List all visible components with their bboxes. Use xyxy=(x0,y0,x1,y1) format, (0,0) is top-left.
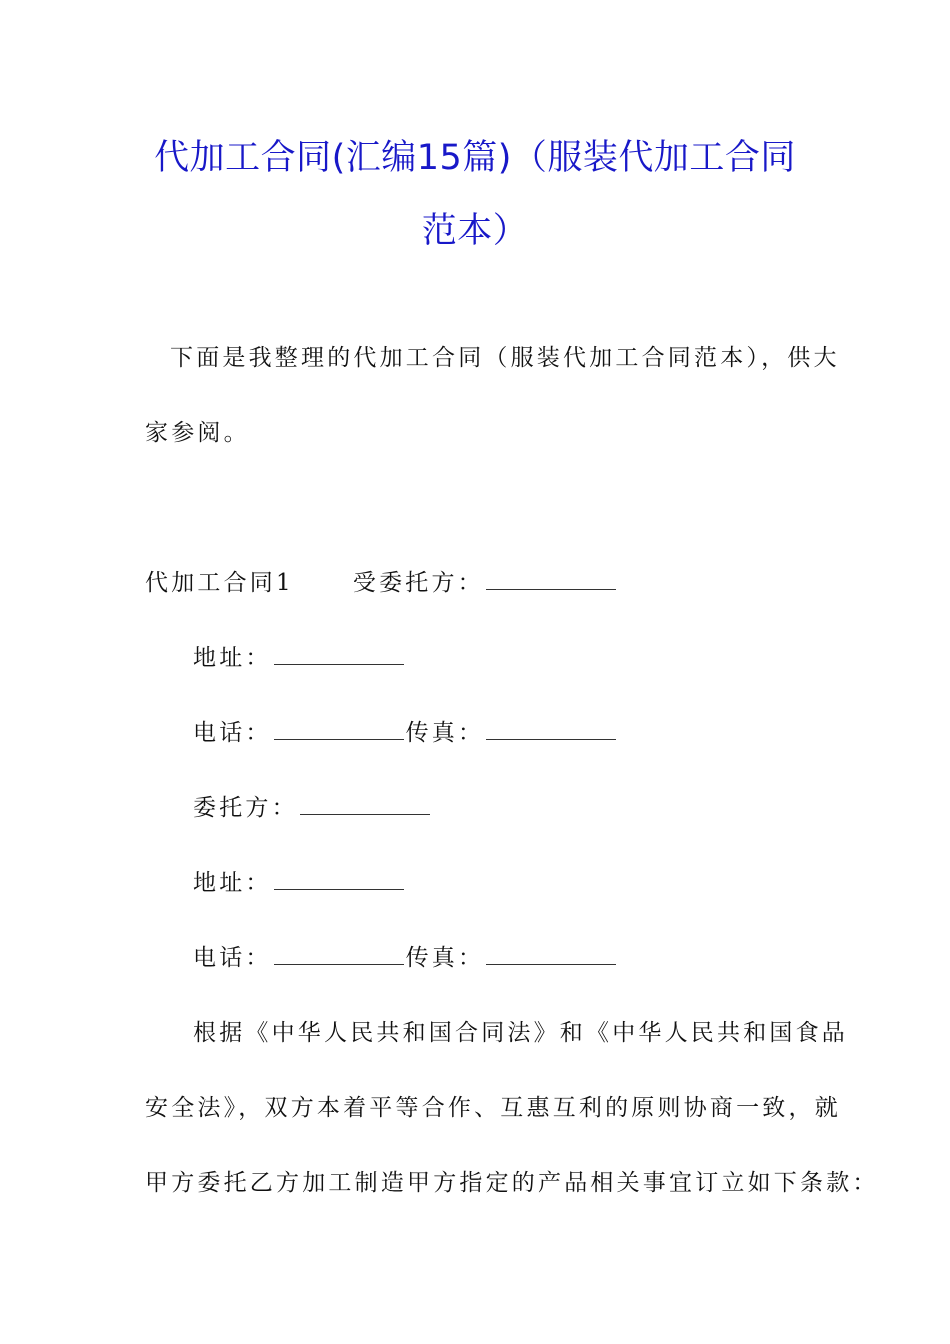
phone-blank xyxy=(274,719,404,740)
fax-label: 传真： xyxy=(405,720,485,746)
entrusted-party-label: 受委托方： xyxy=(352,570,484,596)
intro-line-2: 家参阅。 xyxy=(145,420,250,446)
fax-blank xyxy=(486,719,616,740)
entrusting-party-row xyxy=(193,793,432,823)
address-label: 地址： xyxy=(193,870,272,896)
entrusting-address-row xyxy=(193,868,406,898)
fax-label: 传真： xyxy=(405,945,485,971)
address-blank xyxy=(274,644,404,665)
phone-label: 电话： xyxy=(193,720,272,746)
document-title-line-1: 代加工合同(汇编15篇)（服装代加工合同 xyxy=(154,138,796,178)
body-line-3: 甲方委托乙方加工制造甲方指定的产品相关事宜订立如下条款： xyxy=(145,1170,879,1196)
address-label: 地址： xyxy=(193,645,272,671)
entrusted-party-blank xyxy=(486,569,616,590)
entrusting-party-label: 委托方： xyxy=(193,795,298,821)
entrusting-party-blank xyxy=(300,794,430,815)
intro-line-1: 下面是我整理的代加工合同（服装代加工合同范本），供大 xyxy=(170,345,840,371)
body-line-1: 根据《中华人民共和国合同法》和《中华人民共和国食品 xyxy=(193,1020,848,1046)
document-title-line-2: 范本） xyxy=(421,211,529,251)
fax-blank xyxy=(486,944,616,965)
contract-header-row xyxy=(145,568,618,598)
body-line-2: 安全法》，双方本着平等合作、互惠互利的原则协商一致，就 xyxy=(145,1095,841,1121)
entrusted-address-row xyxy=(193,643,406,673)
phone-blank xyxy=(274,944,404,965)
entrusting-phone-fax-row xyxy=(193,943,618,973)
entrusted-phone-fax-row xyxy=(193,718,618,748)
phone-label: 电话： xyxy=(193,945,272,971)
contract-heading: 代加工合同1 xyxy=(145,570,294,596)
address-blank xyxy=(274,869,404,890)
